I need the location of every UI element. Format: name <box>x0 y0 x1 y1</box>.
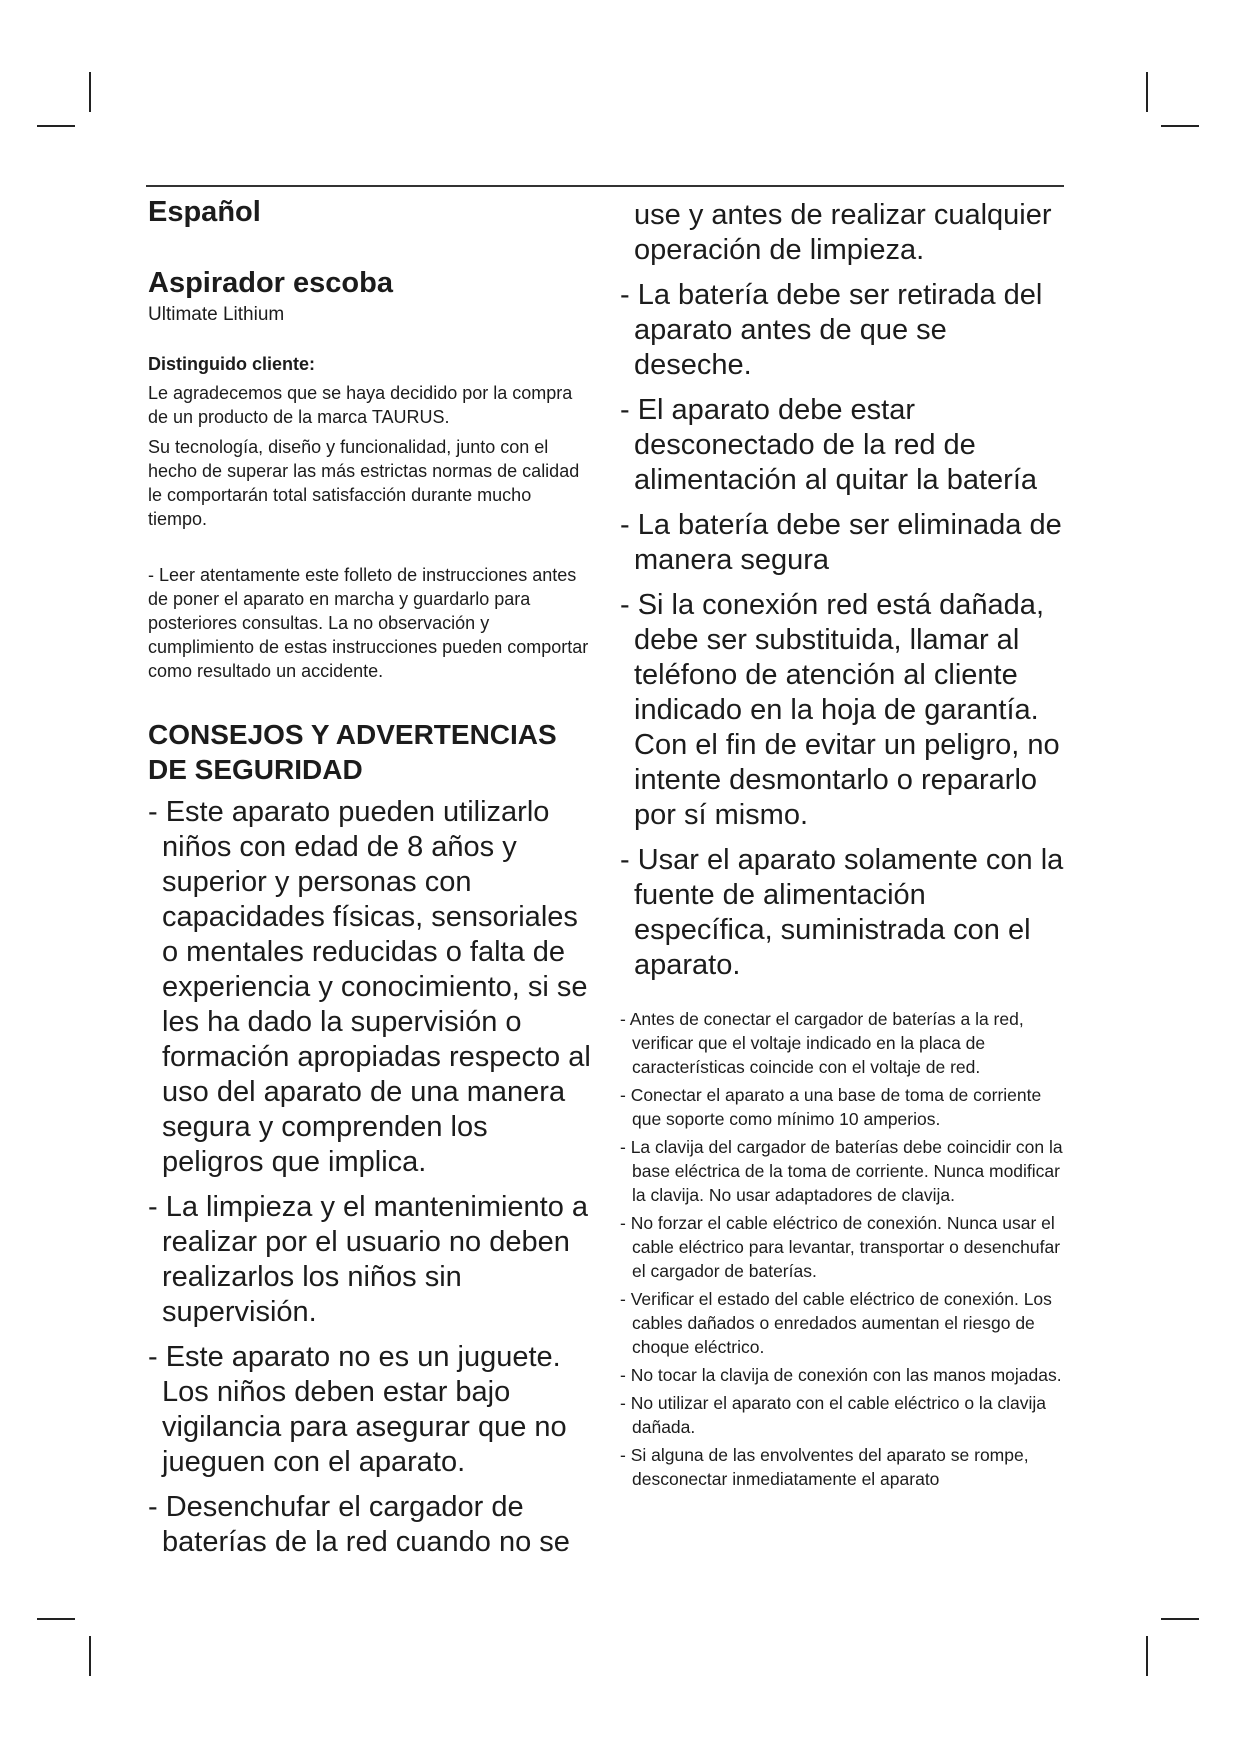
list-item: - Si alguna de las envolventes del aparato se rompe, desconectar inmediatamente el aparato <box>620 1445 1029 1489</box>
list-item: - Conectar el aparato a una base de toma de corriente que soporte como mínimo 10 amperios. <box>620 1085 1042 1129</box>
crop-mark <box>37 125 75 127</box>
list-item: - La clavija del cargador de baterías debe coincidir con la base eléctrica de la toma de corriente. Nunca modificar la clavija. No usar adaptadores de clavija. <box>620 1137 1063 1205</box>
safety-list-right <box>620 278 1070 983</box>
list-item: - No utilizar el aparato con el cable eléctrico o la clavija dañada. <box>620 1393 1047 1437</box>
header-rule <box>146 185 1064 187</box>
intro-paragraph: - Leer atentamente este folleto de instrucciones antes de poner el aparato en marcha y guardarlo para posteriores consultas. La no observación y cumplimiento de estas instrucciones pueden comportar como resultado un accidente. <box>148 565 589 681</box>
list-item: - La limpieza y el mantenimiento a realizar por el usuario no deben realizarlos los niños sin supervisión. <box>148 1191 589 1328</box>
intro-paragraph: Su tecnología, diseño y funcionalidad, junto con el hecho de superar las más estrictas normas de calidad le comportarán total satisfacción durante mucho tiempo. <box>148 437 580 529</box>
right-column <box>620 198 1070 1495</box>
crop-mark <box>89 72 91 112</box>
intro-paragraph: Le agradecemos que se haya decidido por la compra de un producto de la marca TAURUS. <box>148 383 573 427</box>
language-heading: Español <box>148 196 261 228</box>
crop-mark <box>1161 1618 1199 1620</box>
model-name: Ultimate Lithium <box>148 304 285 325</box>
list-item: - Este aparato no es un juguete. Los niños deben estar bajo vigilancia para asegurar que no jueguen con el aparato. <box>148 1341 567 1478</box>
intro-block <box>148 354 593 683</box>
safety-heading: CONSEJOS Y ADVERTENCIAS DE SEGURIDAD <box>148 719 557 785</box>
list-item: - No forzar el cable eléctrico de conexión. Nunca usar el cable eléctrico para levantar, transportar o desenchufar el cargador de baterías. <box>620 1213 1061 1281</box>
greeting: Distinguido cliente: <box>148 354 316 374</box>
list-item: - Si la conexión red está dañada, debe ser substituida, llamar al teléfono de atención al cliente indicado en la hoja de garantía. Con el fin de evitar un peligro, no intente desmontarlo o repararlo por sí mismo. <box>620 589 1060 831</box>
crop-mark <box>89 1636 91 1676</box>
list-item: - Verificar el estado del cable eléctrico de conexión. Los cables dañados o enredados aumentan el riesgo de choque eléctrico. <box>620 1289 1052 1357</box>
list-item: - Este aparato pueden utilizarlo niños con edad de 8 años y superior y personas con capacidades físicas, sensoriales o mentales reducidas o falta de experiencia y conocimiento, si se les ha dado la supervisión o formación apropiadas respecto al uso del aparato de una manera segura y comprenden los peligros que implica. <box>148 796 591 1178</box>
list-item: - Desenchufar el cargador de baterías de la red cuando no se <box>148 1491 570 1558</box>
crop-mark <box>1146 72 1148 112</box>
crop-mark <box>37 1618 75 1620</box>
crop-mark <box>1146 1636 1148 1676</box>
left-column <box>148 196 593 1570</box>
list-item: - La batería debe ser eliminada de manera segura <box>620 509 1062 576</box>
list-item: - Usar el aparato solamente con la fuente de alimentación específica, suministrada con el aparato. <box>620 844 1064 981</box>
list-item: - Antes de conectar el cargador de baterías a la red, verificar que el voltaje indicado en la placa de características coincide con el voltaje de red. <box>620 1009 1024 1077</box>
list-item-continuation: use y antes de realizar cualquier operación de limpieza. <box>634 199 1052 266</box>
safety-list-small <box>620 1007 1070 1491</box>
safety-list-left <box>148 795 593 1560</box>
list-item: - El aparato debe estar desconectado de la red de alimentación al quitar la batería <box>620 394 1038 496</box>
crop-mark <box>1161 125 1199 127</box>
product-title: Aspirador escoba <box>148 267 393 299</box>
list-item: - No tocar la clavija de conexión con las manos mojadas. <box>620 1365 1062 1385</box>
list-item: - La batería debe ser retirada del aparato antes de que se deseche. <box>620 279 1043 381</box>
